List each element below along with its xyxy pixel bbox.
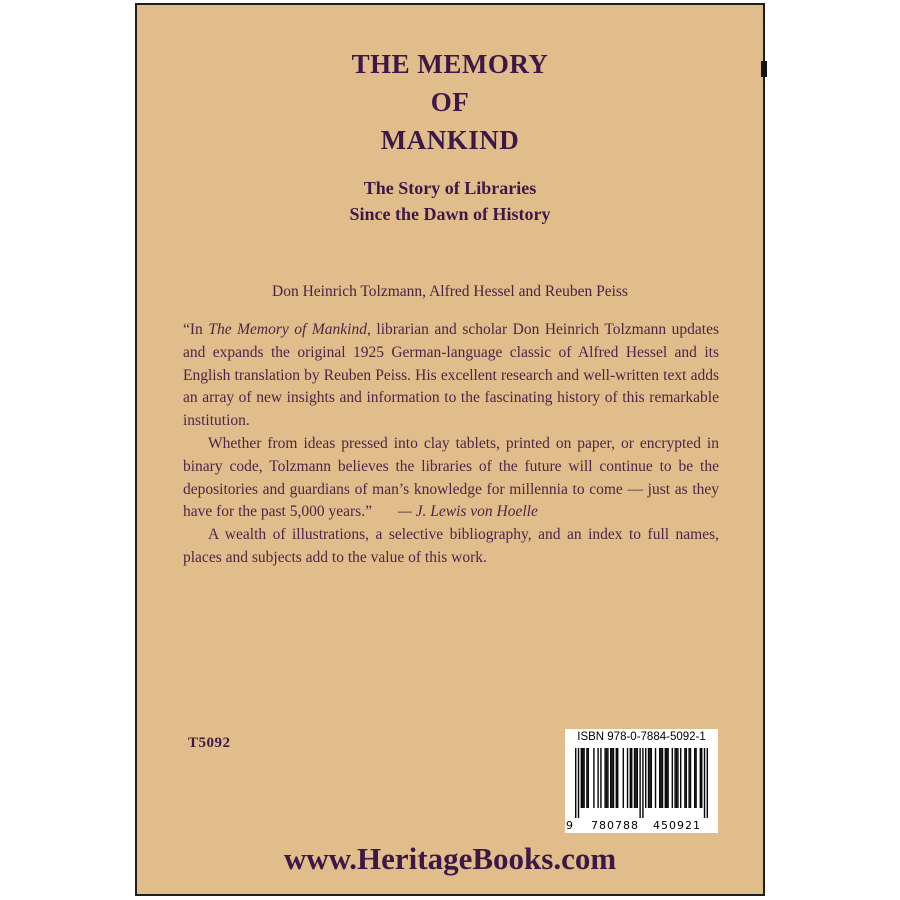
book-back-cover	[135, 3, 765, 896]
blurb-attribution: — J. Lewis von Hoelle	[397, 503, 538, 521]
book-title	[137, 45, 763, 159]
isbn-barcode	[565, 729, 718, 833]
barcode-digit-lead: 9	[566, 819, 573, 832]
blurb-paragraph-1	[183, 319, 719, 433]
subtitle-line-2: Since the Dawn of History	[349, 204, 551, 224]
title-line-2: OF	[430, 87, 470, 117]
review-blurb	[183, 319, 719, 570]
barcode-digit-group-1: 780788	[591, 819, 639, 832]
blurb-book-title: The Memory of Mankind	[208, 321, 367, 338]
scan-edge-artifact	[761, 61, 767, 77]
publisher-website: www.HeritageBooks.com	[283, 841, 617, 876]
isbn-label: ISBN 978-0-7884-5092-1	[577, 731, 706, 743]
book-subtitle	[137, 175, 763, 227]
blurb-paragraph-3: A wealth of illustrations, a selective bibliography, and an index to full names, places and subjects add to the value of this work.	[183, 526, 719, 566]
blurb-p1-prefix: “In	[183, 321, 209, 338]
blurb-paragraph-2	[183, 433, 719, 524]
barcode-digits	[565, 818, 718, 832]
barcode-digit-group-2: 450921	[653, 819, 701, 832]
authors: Don Heinrich Tolzmann, Alfred Hessel and Reuben Peiss	[272, 283, 628, 300]
barcode-bars-graphic	[575, 748, 708, 818]
subtitle-line-1: The Story of Libraries	[363, 178, 537, 198]
title-line-1: THE MEMORY	[351, 49, 549, 79]
catalog-number: T5092	[188, 735, 231, 751]
title-line-3: MANKIND	[380, 125, 520, 155]
blurb-p2-text: Whether from ideas pressed into clay tablets, printed on paper, or encrypted in binary code, Tolzmann believes the libraries of the future will continue to be the depositories and guardians of man’s knowledge for millennia to come — just as they have for the past 5,000 years.”	[183, 434, 719, 521]
blurb-p1-rest: , librarian and scholar Don Heinrich Tolzmann updates and expands the original 1925 German-language classic of Alfred Hessel and its English translation by Reuben Peiss. His excellent research and well-written text adds an array of new insights and information to the fascinating history of this remarkable institution.	[183, 321, 719, 430]
